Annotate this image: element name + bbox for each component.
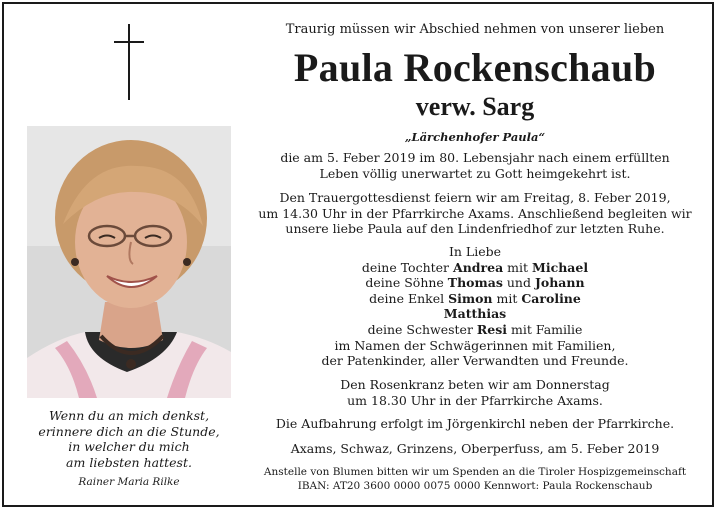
rosary-notice: Den Rosenkranz beten wir am Donnerstag um 18.30 Uhr in der Pfarrkirche Axams. [340, 377, 610, 408]
funeral-notice: Den Trauergottesdienst feiern wir am Freitag, 8. Feber 2019, um 14.30 Uhr in der Pfarrkirche Axams. Anschließend begleiten wir unsere liebe Paula auf den Lindenfriedhof zur letzten Ruhe. [258, 190, 692, 237]
poem-line: Wenn du an mich denkst, [48, 408, 210, 423]
poem-line: in welcher du mich [68, 439, 190, 455]
place-date: Axams, Schwaz, Grinzens, Oberperfuss, am 5. Feber 2019 [290, 441, 660, 456]
widow-name: verw. Sarg [415, 92, 535, 121]
sons-line: deine Söhne Thomas und Johann [365, 275, 585, 291]
godchildren-line: der Patenkinder, aller Verwandten und Freunde. [321, 353, 629, 369]
poem [27, 408, 231, 470]
grandchildren-line: deine Enkel Simon mit Caroline [369, 290, 581, 306]
cross-icon [114, 24, 144, 100]
inlaws-line: im Namen der Schwägerinnen mit Familien, [334, 337, 616, 353]
poem-line: erinnere dich an die Stunde, [38, 423, 220, 439]
laying-out-notice: Die Aufbahrung erfolgt im Jörgenkirchl neben der Pfarrkirche. [275, 416, 675, 431]
intro-line: Traurig müssen wir Abschied nehmen von unserer lieben [285, 22, 665, 37]
death-notice: die am 5. Feber 2019 im 80. Lebensjahr nach einem erfüllten Leben völlig unerwartet zu Gott heimgekehrt ist. [280, 150, 670, 181]
in-love-line: In Liebe [448, 244, 502, 259]
portrait-photo [27, 126, 231, 398]
donation-notice: Anstelle von Blumen bitten wir um Spenden an die Tiroler Hospizgemeinschaft IBAN: AT20 3600 0000 0075 0000 Kennwort: Paula Rockenschaub [263, 466, 687, 492]
deceased-name: Paula Rockenschaub [293, 45, 657, 90]
poem-author: Rainer Maria Rilke [78, 476, 180, 488]
sister-line: deine Schwester Resi mit Familie [367, 321, 583, 337]
daughter-line: deine Tochter Andrea mit Michael [361, 259, 589, 275]
grandchild-line: Matthias [443, 306, 507, 322]
nickname: „Lärchenhofer Paula“ [404, 130, 546, 144]
family-list [252, 244, 698, 369]
poem-line: am liebsten hattest. [66, 454, 192, 470]
